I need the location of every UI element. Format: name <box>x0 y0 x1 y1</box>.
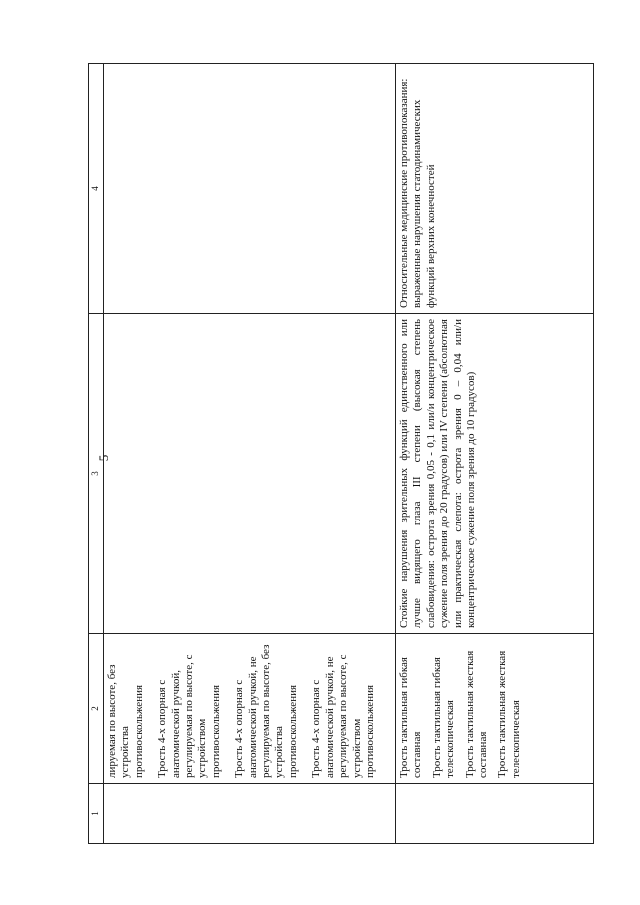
row1-col2 <box>104 634 396 784</box>
row1-col3 <box>104 314 396 634</box>
list-item: Трость 4-х опорная с анатомической ручкой, не регулируемая по высоте, без устройства противоскольжения <box>233 644 299 778</box>
header-col-1: 1 <box>89 784 104 844</box>
row1-col4 <box>104 64 396 314</box>
rotated-table-container <box>88 64 594 844</box>
row2-col2 <box>396 634 594 784</box>
list-item: Трость тактильная гибкая телескопическая <box>430 657 457 778</box>
list-item: Трость тактильная жесткая составная <box>463 650 490 778</box>
header-col-3: 3 <box>89 314 104 634</box>
list-item: Трость 4-х опорная с анатомической ручкой, не регулируемая по высоте, с устройством противоскольжения <box>310 654 376 778</box>
row2-col3: Стойкие нарушения зрительных функций единственного или лучше видящего глаза III степени (высокая степень слабовидения: острота зрения 0,05 - 0,1 или/и концентрическое сужение поля зрения до 20 градусов) или IV степени (абсолютная или практическая слепота: острота зрения 0 – 0,04 или/и концентрическое сужение поля зрения до 10 градусов) <box>396 314 594 634</box>
table-row <box>396 64 594 844</box>
list-item: Трость 4-х опорная с анатомической ручкой, регулируемая по высоте, с устройством противоскольжения <box>156 654 222 778</box>
list-item: Трость тактильная жесткая телескопическая <box>496 650 522 778</box>
row2-col4: Относительные медицинские противопоказания: выраженные нарушения статодинамических функций верхних конечностей <box>396 64 594 314</box>
page-number: 5 <box>96 454 111 462</box>
table-header-row <box>89 64 104 844</box>
list-item: лируемая по высоте, без устройства противоскольжения <box>106 664 145 778</box>
header-col-2: 2 <box>89 634 104 784</box>
list-item: Трость тактильная гибкая составная <box>398 657 424 778</box>
table-row <box>104 64 396 844</box>
row1-col1 <box>104 784 396 844</box>
row2-col1 <box>396 784 594 844</box>
header-col-4: 4 <box>89 64 104 314</box>
document-table <box>88 63 594 844</box>
